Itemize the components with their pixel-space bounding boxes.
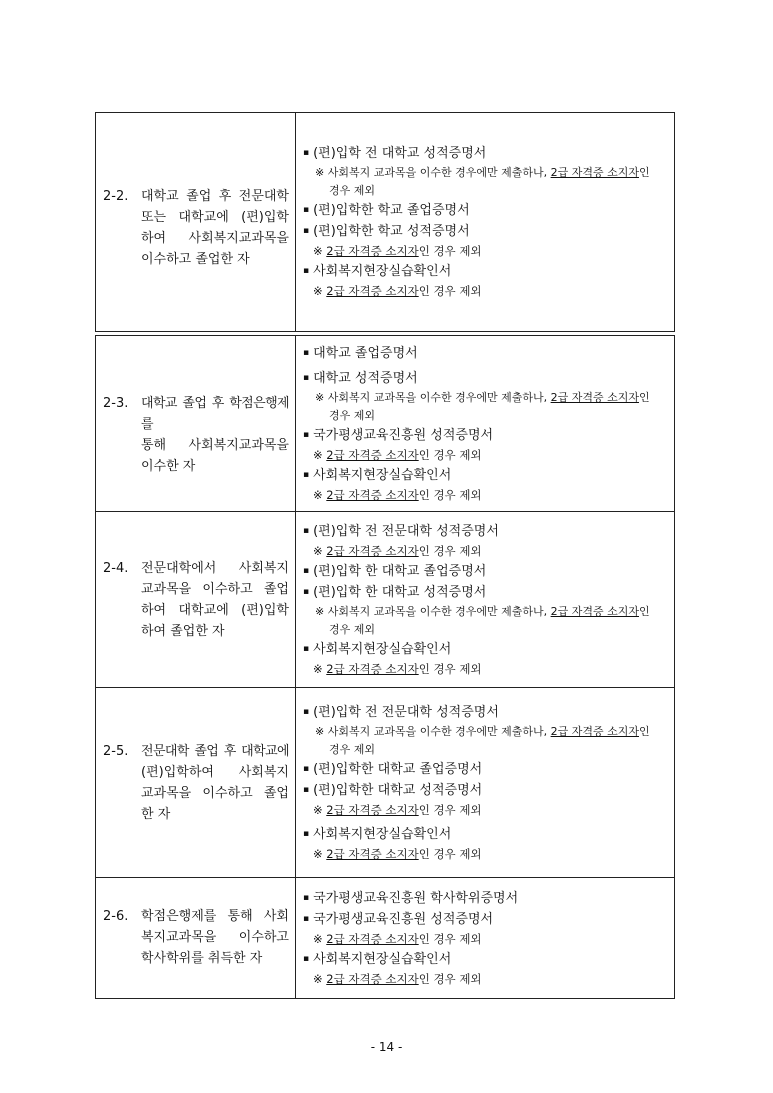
note-underlined: 2급 자격증 소지자 [326, 971, 419, 986]
bullet-icon: ▪ [303, 205, 310, 215]
qualification-cell [96, 878, 296, 998]
document-item [303, 368, 668, 389]
row-number: 2-6. [103, 909, 129, 924]
note-text: 경우 제외 [329, 408, 376, 422]
bullet-icon: ▪ [303, 148, 310, 158]
document-item [303, 949, 668, 970]
document-item [303, 780, 668, 801]
qualification-line: 전문대학 졸업 후 대학교에 [141, 744, 289, 759]
qualification-line: 또는 대학교에 (편)입학 [141, 210, 289, 225]
qualification-line: 이수하고 졸업한 자 [141, 252, 250, 267]
document-item [303, 261, 668, 282]
note-underlined: 2급 자격증 소지자 [550, 724, 639, 738]
row-number: 2-3. [103, 396, 129, 411]
table-row [95, 687, 675, 878]
note-underlined: 2급 자격증 소지자 [326, 661, 419, 676]
document-label: 국가평생교육진흥원 성적증명서 [313, 911, 494, 927]
exemption-note [303, 486, 668, 505]
qualification-line: 하여 졸업한 자 [141, 624, 225, 639]
qualification-cell [96, 688, 296, 877]
qualification-line: 복지교과목을 이수하고 [141, 930, 289, 945]
reference-mark-icon: ※ [313, 447, 323, 462]
qualification-text [141, 186, 289, 270]
note-text: 인 경우 제외 [418, 244, 482, 258]
exemption-note [303, 446, 668, 465]
note-text: 인 경우 제외 [418, 971, 482, 986]
note-underlined: 2급 자격증 소지자 [326, 447, 419, 462]
note-text: 인 경우 제외 [418, 931, 482, 946]
document-item [303, 200, 668, 221]
reference-mark-icon: ※ [313, 284, 323, 298]
bullet-icon: ▪ [303, 525, 310, 536]
bullet-icon: ▪ [303, 892, 310, 903]
note: ※ 사회복지 교과목을 이수한 경우에만 제출하나, 2급 자격증 소지자인 경우 제외 [303, 723, 668, 759]
note: ※ 사회복지 교과목을 이수한 경우에만 제출하나, 2급 자격증 소지자인 경우 제외 [303, 164, 668, 200]
table-row [95, 335, 675, 512]
table-row [95, 112, 675, 332]
reference-mark-icon: ※ [315, 724, 325, 738]
qualification-cell [96, 113, 296, 331]
bullet-icon: ▪ [303, 913, 310, 924]
reference-mark-icon: ※ [315, 390, 325, 404]
qualification-line: 한 자 [141, 807, 171, 822]
qualification-line: 교과목을 이수하고 졸업 [141, 786, 289, 801]
reference-mark-icon: ※ [315, 166, 325, 179]
documents-cell [296, 878, 674, 998]
qualification-text [141, 393, 289, 477]
qualification-line: 대학교 졸업 후 학점은행제를 [141, 396, 289, 432]
document-item [303, 521, 668, 542]
bullet-icon: ▪ [303, 429, 310, 440]
document-label: (편)입학 한 대학교 졸업증명서 [313, 563, 487, 579]
note-text: 인 경우 제외 [418, 447, 482, 462]
note-text: 인 경우 제외 [418, 846, 482, 861]
document-label: 사회복지현장실습확인서 [313, 826, 452, 842]
document-label: 사회복지현장실습확인서 [313, 951, 452, 967]
bullet-icon: ▪ [303, 226, 310, 236]
note-text: 경우 제외 [329, 742, 376, 756]
documents-cell [296, 113, 674, 331]
document-item [303, 561, 668, 582]
qualification-cell [96, 512, 296, 687]
documents-cell [296, 512, 674, 687]
document-item [303, 909, 668, 930]
exemption-note [303, 660, 668, 679]
document-item [303, 888, 668, 909]
note: ※ 사회복지 교과목을 이수한 경우에만 제출하나, 2급 자격증 소지자인 경우 제외 [303, 603, 668, 639]
qualification-text [141, 906, 289, 969]
qualification-text [141, 558, 289, 642]
bullet-icon: ▪ [303, 643, 310, 654]
exemption-note [303, 801, 668, 820]
document-label: 국가평생교육진흥원 성적증명서 [313, 427, 494, 443]
qualification-line: 교과목을 이수하고 졸업 [141, 582, 289, 597]
document-item [303, 425, 668, 446]
note-underlined: 2급 자격증 소지자 [326, 802, 419, 817]
documents-cell [296, 688, 674, 877]
note-text: 사회복지 교과목을 이수한 경우에만 제출하나, [327, 390, 548, 404]
row-number: 2-5. [103, 744, 129, 759]
note-underlined: 2급 자격증 소지자 [326, 244, 419, 258]
note-text: 사회복지 교과목을 이수한 경우에만 제출하나, [327, 166, 548, 179]
bullet-icon: ▪ [303, 347, 310, 358]
document-label: 사회복지현장실습확인서 [313, 641, 452, 657]
table-row [95, 511, 675, 688]
note-text: 사회복지 교과목을 이수한 경우에만 제출하나, [327, 724, 548, 738]
note-underlined: 2급 자격증 소지자 [550, 166, 639, 179]
note-underlined: 2급 자격증 소지자 [326, 487, 419, 502]
exemption-note [303, 242, 668, 261]
note-text: 인 경우 제외 [418, 487, 482, 502]
qualification-cell [96, 336, 296, 511]
document-item [303, 702, 668, 723]
document-label: (편)입학한 대학교 성적증명서 [313, 782, 483, 798]
exemption-note [303, 970, 668, 989]
reference-mark-icon: ※ [313, 543, 323, 558]
bullet-icon: ▪ [303, 763, 310, 774]
exemption-note [303, 845, 668, 864]
row-number: 2-2. [103, 189, 129, 204]
document-label: 대학교 졸업증명서 [313, 345, 418, 361]
document-label: (편)입학한 학교 졸업증명서 [313, 203, 470, 218]
note-text: 인 경우 제외 [418, 661, 482, 676]
document-item [303, 639, 668, 660]
document-item [303, 759, 668, 780]
note-text: 인 경우 제외 [418, 543, 482, 558]
qualification-line: 이수한 자 [141, 459, 196, 474]
bullet-icon: ▪ [303, 266, 310, 276]
document-label: (편)입학 전 전문대학 성적증명서 [313, 523, 499, 539]
row-number: 2-4. [103, 561, 129, 576]
reference-mark-icon: ※ [313, 971, 323, 986]
document-label: 대학교 성적증명서 [313, 370, 418, 386]
document-label: (편)입학 한 대학교 성적증명서 [313, 584, 487, 600]
document-item [303, 221, 668, 242]
document-label: 국가평생교육진흥원 학사학위증명서 [313, 890, 519, 906]
note-underlined: 2급 자격증 소지자 [326, 284, 419, 298]
document-label: (편)입학한 학교 성적증명서 [313, 224, 470, 239]
page-number: - 14 - [370, 1040, 403, 1054]
bullet-icon: ▪ [303, 469, 310, 480]
table-row [95, 877, 675, 999]
note-text: 인 경우 제외 [418, 802, 482, 817]
qualification-text [141, 741, 289, 825]
note-text: 인 경우 제외 [418, 284, 482, 298]
document-item [303, 582, 668, 603]
qualification-line: (편)입학하여 사회복지 [141, 765, 289, 780]
qualification-line: 학점은행제를 통해 사회 [141, 909, 289, 924]
documents-cell [296, 336, 674, 511]
note-underlined: 2급 자격증 소지자 [326, 846, 419, 861]
document-label: (편)입학 전 전문대학 성적증명서 [313, 704, 499, 720]
reference-mark-icon: ※ [313, 244, 323, 258]
bullet-icon: ▪ [303, 953, 310, 964]
exemption-note [303, 930, 668, 949]
reference-mark-icon: ※ [313, 846, 323, 861]
note-text: 경우 제외 [329, 184, 376, 197]
qualification-line: 하여 사회복지교과목을 [141, 231, 289, 246]
document-item [303, 143, 668, 164]
note-underlined: 2급 자격증 소지자 [550, 390, 639, 404]
bullet-icon: ▪ [303, 828, 310, 839]
reference-mark-icon: ※ [313, 661, 323, 676]
bullet-icon: ▪ [303, 784, 310, 795]
note-text: 경우 제외 [329, 622, 376, 636]
reference-mark-icon: ※ [313, 931, 323, 946]
document-label: 사회복지현장실습확인서 [313, 264, 452, 279]
note-underlined: 2급 자격증 소지자 [550, 604, 639, 618]
qualification-line: 하여 대학교에 (편)입학 [141, 603, 289, 618]
note-underlined: 2급 자격증 소지자 [326, 931, 419, 946]
document-item [303, 343, 668, 364]
note-text: 사회복지 교과목을 이수한 경우에만 제출하나, [327, 604, 548, 618]
document-label: (편)입학 전 대학교 성적증명서 [313, 146, 487, 161]
reference-mark-icon: ※ [313, 487, 323, 502]
document-label: 사회복지현장실습확인서 [313, 467, 452, 483]
bullet-icon: ▪ [303, 565, 310, 576]
exemption-note [303, 542, 668, 561]
document-item [303, 824, 668, 845]
exemption-note [303, 282, 668, 301]
reference-mark-icon: ※ [315, 604, 325, 618]
note: ※ 사회복지 교과목을 이수한 경우에만 제출하나, 2급 자격증 소지자인 경우 제외 [303, 389, 668, 425]
qualification-line: 대학교 졸업 후 전문대학 [141, 189, 289, 204]
qualification-line: 학사학위를 취득한 자 [141, 951, 263, 966]
document-item [303, 465, 668, 486]
document-label: (편)입학한 대학교 졸업증명서 [313, 761, 483, 777]
reference-mark-icon: ※ [313, 802, 323, 817]
qualification-line: 통해 사회복지교과목을 [141, 438, 289, 453]
bullet-icon: ▪ [303, 706, 310, 717]
bullet-icon: ▪ [303, 586, 310, 597]
note-underlined: 2급 자격증 소지자 [326, 543, 419, 558]
qualification-line: 전문대학에서 사회복지 [141, 561, 289, 576]
bullet-icon: ▪ [303, 372, 310, 383]
